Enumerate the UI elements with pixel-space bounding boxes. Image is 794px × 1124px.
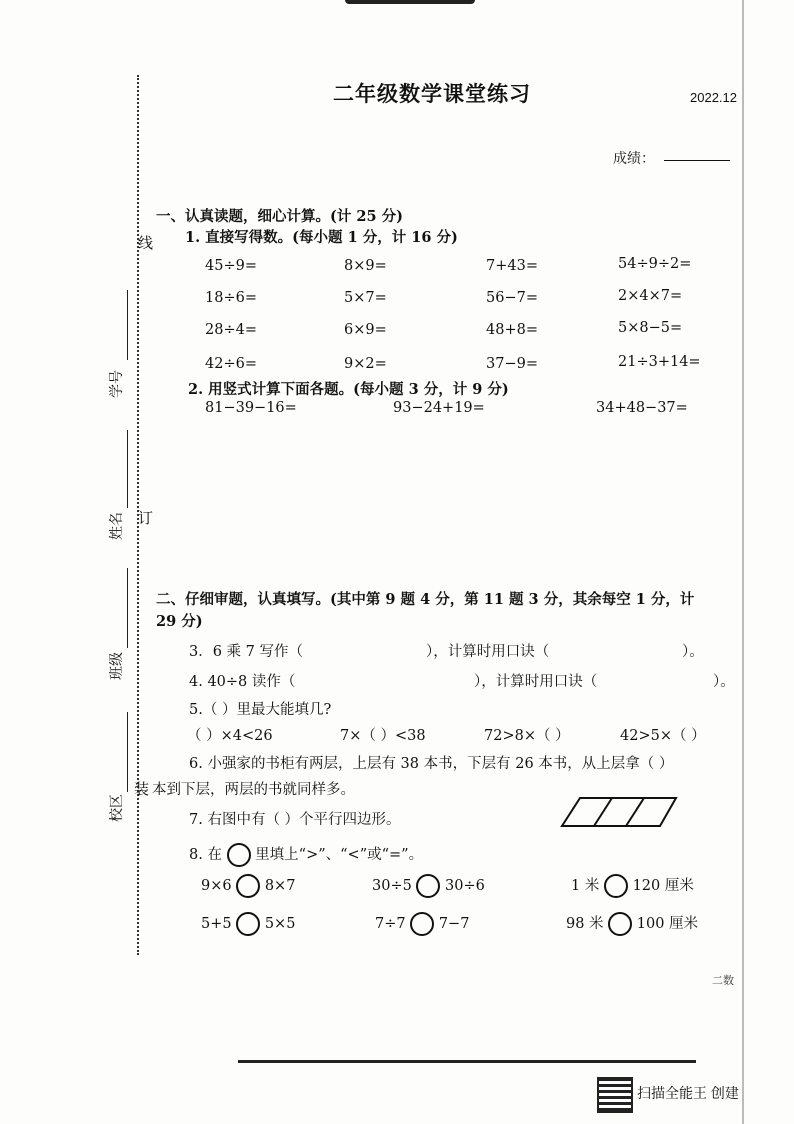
section1-heading: 一、认真读题，细心计算。(计 25 分) xyxy=(156,208,403,225)
q8-right: 8×7 xyxy=(264,878,296,894)
q1-heading: 1. 直接写得数。(每小题 1 分，计 16 分) xyxy=(185,229,458,246)
q8-right: 120 厘米 xyxy=(632,878,694,894)
q8-left: 7÷7 xyxy=(375,916,406,932)
q8-item xyxy=(566,912,698,936)
score-blank xyxy=(664,160,730,161)
page-title: 二年级数学课堂练习 xyxy=(333,81,531,106)
compare-circle-icon[interactable] xyxy=(608,912,632,936)
q5-text: 5.（ ）里最大能填几? xyxy=(189,702,332,718)
q8-item xyxy=(201,912,295,936)
compare-circle-icon[interactable] xyxy=(236,912,260,936)
page-edge xyxy=(742,0,744,1124)
q8-right: 5×5 xyxy=(264,916,296,932)
q2-item: 93−24+19= xyxy=(393,400,485,416)
q8-item xyxy=(375,912,469,936)
q8-right: 100 厘米 xyxy=(636,916,699,932)
q2-item: 81−39−16= xyxy=(205,400,297,416)
q6-text-cont: 本到下层，两层的书就同样多。 xyxy=(152,782,355,798)
score-label: 成绩： xyxy=(613,151,655,167)
q1-item: 45÷9= xyxy=(205,258,257,274)
q8-left: 9×6 xyxy=(201,878,232,894)
blank-xiaoqu xyxy=(127,712,128,792)
q1-item: 5×7= xyxy=(344,290,387,306)
q1-item: 48+8= xyxy=(486,322,538,338)
q1-item: 8×9= xyxy=(344,258,387,274)
label-xuehao: 学号 xyxy=(109,370,125,398)
q4-part1: 4. 40÷8 读作（ xyxy=(189,674,296,690)
q1-item: 2×4×7= xyxy=(618,288,683,304)
q8-right: 7−7 xyxy=(438,916,470,932)
q2-item: 34+48−37= xyxy=(596,400,688,416)
compare-circle-icon[interactable] xyxy=(416,874,440,898)
q8-left: 98 米 xyxy=(566,916,604,932)
q8-pre: 8. 在 xyxy=(189,847,222,863)
q8-post: 里填上“>”、“<”或“=”。 xyxy=(255,847,424,863)
qr-code-icon xyxy=(597,1077,633,1113)
compare-circle-icon xyxy=(227,843,251,867)
top-smudge xyxy=(345,0,475,4)
q1-item: 54÷9÷2= xyxy=(618,256,692,272)
q8-left: 5+5 xyxy=(201,916,232,932)
section2-heading: 二、仔细审题，认真填写。(其中第 9 题 4 分，第 11 题 3 分，其余每空 1 分，计 xyxy=(156,591,695,608)
q3-part2: ），计算时用口诀（ xyxy=(426,644,550,660)
compare-circle-icon[interactable] xyxy=(236,874,260,898)
exam-date: 2022.12 xyxy=(690,90,737,105)
q8-item xyxy=(201,874,295,898)
q8-left: 30÷5 xyxy=(372,878,412,894)
parallelogram-figure xyxy=(560,796,680,830)
label-xiaoqu: 校区 xyxy=(109,794,125,822)
q1-item: 5×8−5= xyxy=(618,320,683,336)
q1-item: 37−9= xyxy=(486,356,538,372)
q4-part2: ），计算时用口诀（ xyxy=(474,674,598,690)
q1-item: 6×9= xyxy=(344,322,387,338)
q3-part3: ）。 xyxy=(682,644,704,660)
blank-xuehao xyxy=(127,290,128,360)
q1-item: 56−7= xyxy=(486,290,538,306)
q1-item: 28÷4= xyxy=(205,322,257,338)
scanner-brand: 扫描全能王 创建 xyxy=(637,1085,739,1101)
compare-circle-icon[interactable] xyxy=(604,874,628,898)
q8-text xyxy=(189,843,423,867)
corner-text: 二数 xyxy=(712,974,734,987)
q5-item: 72>8×（ ） xyxy=(484,728,570,744)
q2-heading: 2. 用竖式计算下面各题。(每小题 3 分，计 9 分) xyxy=(188,381,509,398)
q5-item: （ ）×4<26 xyxy=(187,728,273,744)
q8-item xyxy=(571,874,694,898)
q4-part3: ）。 xyxy=(713,674,735,690)
q7-text: 7. 右图中有（ ）个平行四边形。 xyxy=(189,812,401,828)
q3-part1: 3．6 乘 7 写作（ xyxy=(189,644,304,660)
q1-item: 21÷3+14= xyxy=(618,354,701,370)
label-banji: 班级 xyxy=(109,652,125,680)
q5-item: 42>5×（ ） xyxy=(620,728,706,744)
q1-item: 9×2= xyxy=(344,356,387,372)
blank-banji xyxy=(127,568,128,648)
q1-item: 7+43= xyxy=(486,258,538,274)
blank-xingming xyxy=(127,430,128,508)
section2-heading-cont: 29 分) xyxy=(156,613,203,630)
q8-item xyxy=(372,874,485,898)
q5-item: 7×（ ）<38 xyxy=(340,728,426,744)
bottom-rule xyxy=(238,1060,696,1063)
margin-zhuang: 装 xyxy=(134,780,150,798)
label-xingming: 姓名 xyxy=(109,512,125,540)
q1-item: 18÷6= xyxy=(205,290,257,306)
margin-xian: 线 xyxy=(138,234,154,252)
q6-text: 6. 小强家的书柜有两层，上层有 38 本书，下层有 26 本书，从上层拿（ ） xyxy=(189,756,674,772)
q8-left: 1 米 xyxy=(571,878,600,894)
compare-circle-icon[interactable] xyxy=(410,912,434,936)
q8-right: 30÷6 xyxy=(445,878,485,894)
margin-ding: 订 xyxy=(138,509,154,527)
q1-item: 42÷6= xyxy=(205,356,257,372)
